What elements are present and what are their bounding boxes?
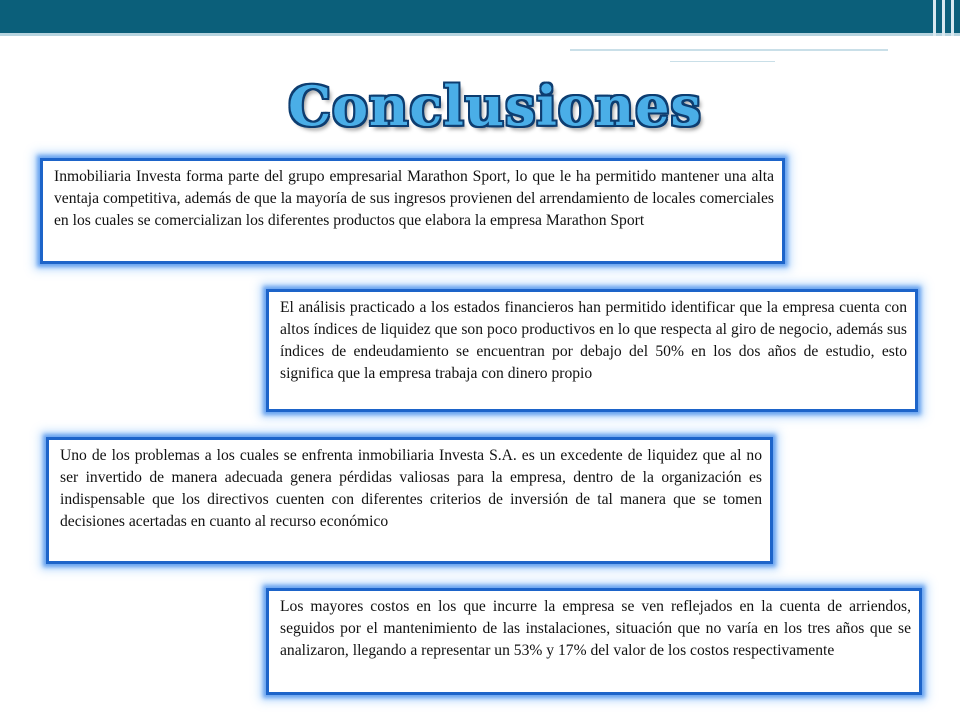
header-accent-stripe	[933, 0, 936, 36]
conclusion-box-3: Uno de los problemas a los cuales se enfrenta inmobiliaria Investa S.A. es un excedente de liquidez que al no ser invertido de manera adecuada genera pérdidas valiosas para la empresa, dentro de la organización es indispensable que los directivos cuenten con diferentes criterios de inversión de tal manera que se tomen decisiones acertadas en cuanto al recurso económico	[46, 437, 773, 564]
header-accent-stripe	[942, 0, 945, 36]
header-accent-line	[570, 49, 888, 51]
conclusion-box-2: El análisis practicado a los estados financieros han permitido identificar que la empresa cuenta con altos índices de liquidez que son poco productivos en lo que respecta al giro de negocio, además sus índices de endeudamiento se encuentran por debajo del 50% en los dos años de estudio, esto significa que la empresa trabaja con dinero propio	[266, 289, 918, 412]
conclusion-box-1: Inmobiliaria Investa forma parte del grupo empresarial Marathon Sport, lo que le ha permitido mantener una alta ventaja competitiva, además de que la mayoría de sus ingresos provienen del arrendamiento de locales comerciales en los cuales se comercializan los diferentes productos que elabora la empresa Marathon Sport	[40, 158, 785, 264]
conclusion-box-4: Los mayores costos en los que incurre la empresa se ven reflejados en la cuenta de arriendos, seguidos por el mantenimiento de las instalaciones, situación que no varía en los tres años que se analizaron, llegando a representar un 53% y 17% del valor de los costos respectivamente	[266, 588, 922, 695]
header-accent-stripe	[951, 0, 954, 36]
header-bar-edge	[0, 33, 960, 36]
slide-title: Conclusiones	[288, 74, 702, 138]
header-accent-line	[670, 61, 775, 62]
header-bar	[0, 0, 960, 33]
